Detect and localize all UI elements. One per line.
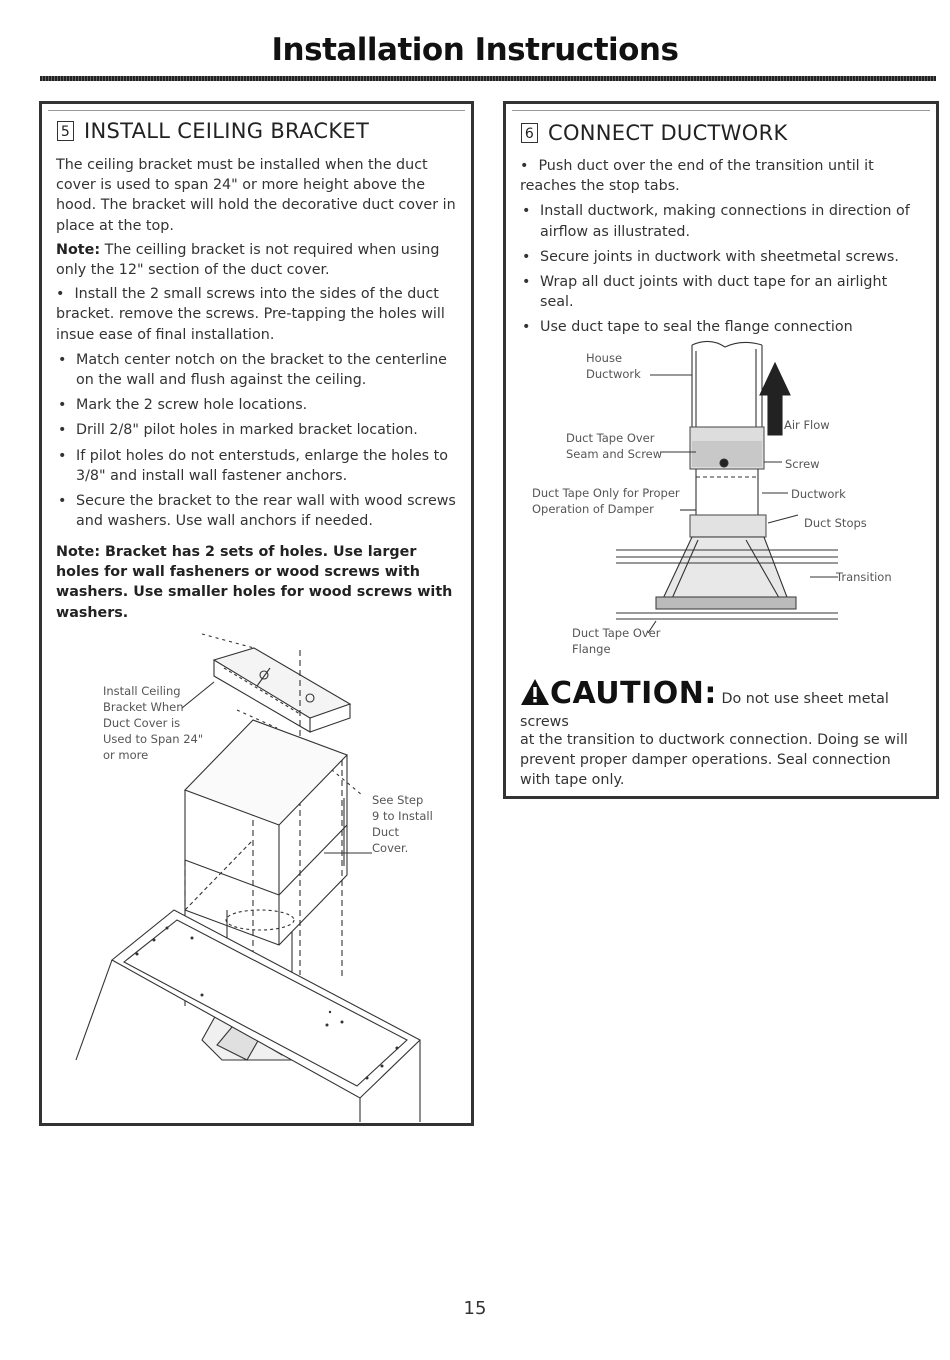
step5-heading xyxy=(57,119,369,143)
label-see-step: See Step 9 to Install Duct Cover. xyxy=(372,793,433,855)
step6-heading xyxy=(521,121,788,145)
step6-text xyxy=(520,156,925,343)
step5-bold-note: Note: Bracket has 2 sets of holes. Use larger holes for wall fasheners or wood screws with washers. Use smaller holes for wood screws with washers. xyxy=(56,544,453,621)
label-ductwork: Ductwork xyxy=(791,487,846,501)
list-item: • Wrap all duct joints with duct tape for an airlight seal. xyxy=(522,274,888,311)
label-house-ductwork: House Ductwork xyxy=(586,351,641,381)
step5-bullet-list xyxy=(56,284,464,531)
page-title: Installation Instructions xyxy=(271,32,679,68)
step5-text xyxy=(56,155,464,536)
caution-title: CAUTION: xyxy=(550,676,717,711)
list-item: • Install ductwork, making connections in direction of airflow as illustrated. xyxy=(522,203,910,240)
step6-number-box: 6 xyxy=(521,123,538,143)
list-item: • Drill 2/8" pilot holes in marked bracket location. xyxy=(58,422,418,439)
step5-note-label: Note: xyxy=(56,241,101,258)
warning-triangle-icon xyxy=(520,678,550,706)
list-item: • Mark the 2 screw hole locations. xyxy=(58,397,308,414)
label-tape-seam: Duct Tape Over Seam and Screw xyxy=(566,431,663,461)
caution-notice xyxy=(520,676,920,791)
panel-inner-rule xyxy=(512,110,930,111)
step5-number-box: 5 xyxy=(57,121,74,141)
caution-heading-line xyxy=(520,676,920,730)
list-item: • If pilot holes do not enterstuds, enlarge the holes to 3/8" and install wall fastener anchors. xyxy=(58,447,449,484)
step6-bullet-list xyxy=(520,156,925,338)
caution-inline-text: Do not use sheet metal screws xyxy=(520,691,889,730)
step5-intro: The ceiling bracket must be installed when the duct cover is used to span 24" or more height above the hood. The bracket will hold the decorative duct cover in place at the top. xyxy=(56,157,456,234)
list-item: • Push duct over the end of the transition until it reaches the stop tabs. xyxy=(520,158,874,195)
label-tape-only: Duct Tape Only for Proper Operation of Damper xyxy=(532,486,680,516)
step6-heading-text: CONNECT DUCTWORK xyxy=(548,121,788,145)
list-item: • Secure joints in ductwork with sheetmetal screws. xyxy=(522,248,899,265)
label-tape-flange: Duct Tape Over Flange xyxy=(572,626,661,656)
label-transition: Transition xyxy=(836,570,892,584)
label-air-flow: Air Flow xyxy=(784,418,830,432)
page-number: 15 xyxy=(463,1298,487,1319)
title-rule xyxy=(40,76,936,81)
step5-heading-text: INSTALL CEILING BRACKET xyxy=(84,119,370,143)
list-item: • Match center notch on the bracket to the centerline on the wall and flush against the ceiling. xyxy=(58,351,447,389)
list-item: • Install the 2 small screws into the sides of the duct bracket. remove the screws. Pre-tapping the holes will insue ease of final installation. xyxy=(56,286,445,343)
panel-inner-rule xyxy=(48,110,465,111)
list-item: • Use duct tape to seal the flange connection xyxy=(522,319,853,336)
step5-note-text: The ceilling bracket is not required when using only the 12" section of the duct cover. xyxy=(56,241,440,279)
list-item: • Secure the bracket to the rear wall with wood screws and washers. Use wall anchors if needed. xyxy=(58,493,456,530)
label-duct-stops: Duct Stops xyxy=(804,516,867,530)
step5-note xyxy=(56,240,464,280)
label-install-ceiling: Install Ceiling Bracket When Duct Cover is Used to Span 24" or more xyxy=(103,684,204,762)
label-screw: Screw xyxy=(785,457,820,471)
caution-body: at the transition to ductwork connection. Doing se will prevent proper damper operations. Seal connection with tape only. xyxy=(520,732,908,789)
